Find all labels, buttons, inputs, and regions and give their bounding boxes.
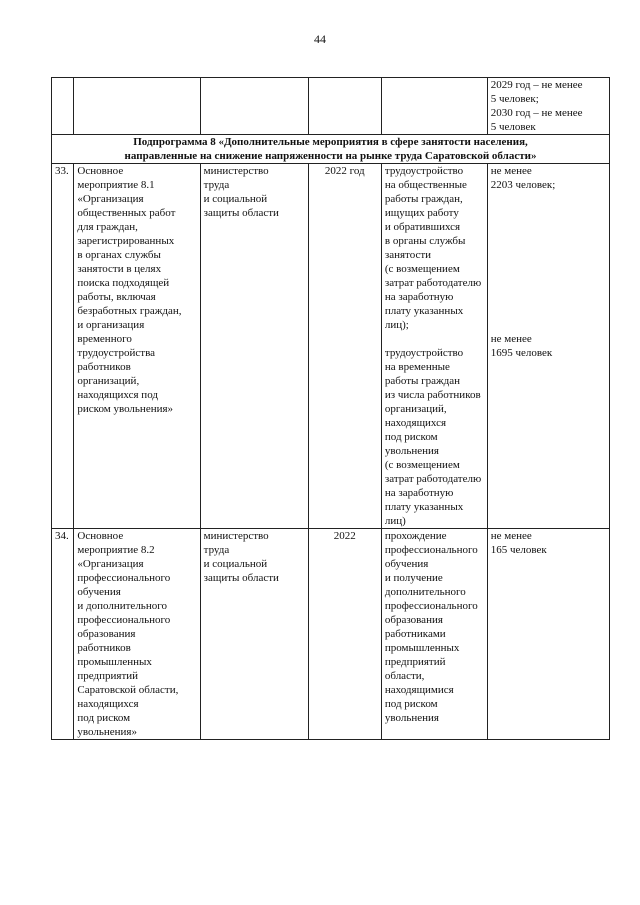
spacer (385, 332, 484, 346)
measure-name: Основное мероприятие 8.1 «Организация общественных работ для граждан, зарегистрированных в органах службы занятости в целях поиска подходящей работы, включая безработных граждан, и организация временного трудоустройства работников организаций, находящихся под риском увольнения» (74, 164, 200, 529)
indicator-2: трудоустройство на временные работы граждан из числа работников организаций, находящихся под риском увольнения (с возмещением затрат работодателю на заработную плату указанных лиц) (384, 347, 482, 527)
cell-indicator (381, 78, 487, 135)
value-2: не менее 1695 человек (490, 333, 553, 359)
year: 2022 год (308, 164, 381, 529)
indicator: прохождение профессионального обучения и получение дополнительного профессионального образования работниками промышленных предприятий области, находящимися под риском увольнения (381, 529, 487, 740)
indicator-1: трудоустройство на общественные работы граждан, ищущих работу и обратившихся в органы службы занятости (с возмещением затрат работодателю на заработную плату указанных лиц); (384, 165, 482, 331)
row-number: 33. (52, 164, 74, 529)
cell-year (308, 78, 381, 135)
target-value (487, 164, 609, 529)
spacer (491, 192, 606, 332)
measure-name: Основное мероприятие 8.2 «Организация профессионального обучения и дополнительного профессионального образования работников промышленных предприятий Саратовской области, находящихся под риском увольнения» (74, 529, 200, 740)
section-title (52, 135, 610, 164)
row-number: 34. (52, 529, 74, 740)
program-table (51, 77, 610, 740)
cell-value: 2029 год – не менее 5 человек; 2030 год – не менее 5 человек (487, 78, 609, 135)
executor: министерство труда и социальной защиты области (200, 164, 308, 529)
table-row-34 (52, 529, 610, 740)
cell-executor (200, 78, 308, 135)
table-row-continued (52, 78, 610, 135)
target-value: не менее 165 человек (487, 529, 609, 740)
page-number: 44 (314, 32, 326, 46)
section-title-line-2: направленные на снижение напряженности на рынке труда Саратовской области» (124, 150, 537, 162)
cell-name (74, 78, 200, 135)
indicator (381, 164, 487, 529)
section-header-row (52, 135, 610, 164)
year: 2022 (308, 529, 381, 740)
cell-num (52, 78, 74, 135)
table-row-33 (52, 164, 610, 529)
executor: министерство труда и социальной защиты области (200, 529, 308, 740)
value-1: не менее 2203 человек; (490, 165, 556, 191)
section-title-line-1: Подпрограмма 8 «Дополнительные мероприятия в сфере занятости населения, (133, 136, 528, 148)
